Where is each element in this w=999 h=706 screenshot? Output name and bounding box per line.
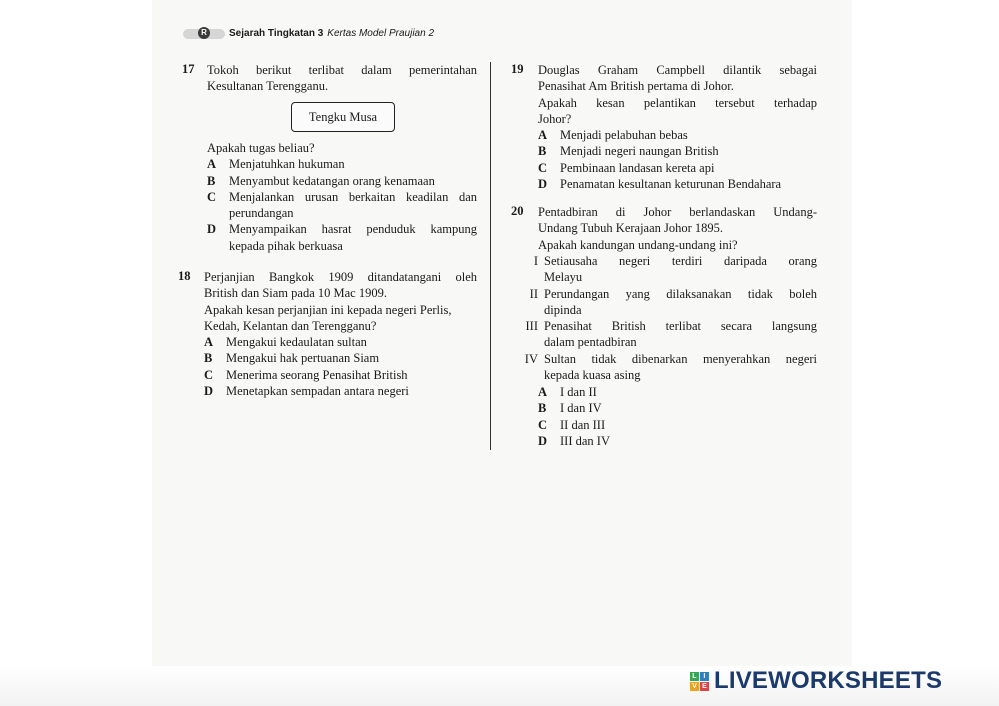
q20-stem-line: Pentadbiran di Johor berlandaskan Undang- [538, 205, 817, 219]
q19-block [538, 62, 817, 192]
q20-block [538, 204, 817, 253]
subject-title: Sejarah Tingkatan 3 [229, 28, 324, 39]
q17-option-a[interactable]: A Menjatuhkan hukuman [207, 157, 345, 172]
q18-option-a[interactable]: A Mengakui kedaulatan sultan [204, 335, 367, 350]
q17-number: 17 [182, 62, 195, 76]
q18-block [204, 269, 477, 399]
q19-stem-line: Penasihat Am British pertama di Johor. [538, 79, 734, 94]
q20-statement-iii: III Penasihat British terlibat secara langsung dalam pentadbiran [525, 319, 817, 350]
q18-number: 18 [178, 269, 191, 283]
q18-stem-line: British dan Siam pada 10 Mac 1909. [204, 286, 387, 301]
liveworksheets-logo-icon: L I V E [690, 672, 709, 691]
q17-option-c[interactable]: C Menjalankan urusan berkaitan keadilan dan perundangan [207, 189, 477, 221]
q20-statements [522, 253, 817, 383]
q20-stem-line: Apakah kandungan undang-undang ini? [538, 237, 738, 252]
q19-stem-line: Apakah kesan pelantikan tersebut terhadap [538, 95, 817, 110]
q19-option-a[interactable]: A Menjadi pelabuhan bebas [538, 128, 688, 143]
q20-answers [538, 384, 817, 449]
q20-option-a[interactable]: A I dan II [538, 385, 597, 399]
q18-option-b[interactable]: B Mengakui hak pertuanan Siam [204, 351, 380, 366]
q17-stem-line: Kesultanan Terengganu. [207, 79, 329, 94]
q17-question: Apakah tugas beliau? [207, 141, 315, 155]
column-divider [490, 62, 491, 450]
q17-stem-line: Tokoh berikut terlibat dalam pemerintahan [207, 63, 477, 77]
q20-option-d[interactable]: D III dan IV [538, 433, 610, 448]
q20-statement-iv: IV Sultan tidak dibenarkan menyerahkan negeri kepada kuasa asing [524, 351, 817, 383]
q19-stem-line: Douglas Graham Campbell dilantik sebagai [538, 63, 817, 77]
q19-option-d[interactable]: D Penamatan kesultanan keturunan Bendahara [538, 177, 782, 192]
q18-stem-line: Kedah, Kelantan dan Terengganu? [204, 318, 377, 333]
brand-text: LIVEWORKSHEETS [714, 667, 943, 694]
q20-option-c[interactable]: C II dan III [538, 417, 606, 432]
q18-stem-line: Apakah kesan perjanjian ini kepada negeri Perlis, [204, 302, 452, 317]
q18-stem-line: Perjanjian Bangkok 1909 ditandatangani oleh [204, 270, 477, 284]
q20-statement-ii: II Perundangan yang dilaksanakan tidak boleh dipinda [529, 286, 817, 317]
publisher-logo: R [183, 29, 225, 39]
q17-option-d[interactable]: D Menyampaikan hasrat penduduk kampung kepada pihak berkuasa [207, 222, 477, 253]
q17-answers [207, 140, 477, 254]
q19-number: 19 [511, 62, 524, 76]
q19-option-c[interactable]: C Pembinaan landasan kereta api [538, 160, 715, 175]
q17-block [207, 62, 477, 95]
q20-statement-i: I Setiausaha negeri terdiri daripada orang Melayu [533, 254, 817, 285]
q17-option-b[interactable]: B Menyambut kedatangan orang kenamaan [207, 173, 435, 188]
q19-option-b[interactable]: B Menjadi negeri naungan British [538, 144, 719, 159]
liveworksheets-brand [690, 667, 942, 695]
q18-option-c[interactable]: C Menerima seorang Penasihat British [204, 367, 408, 382]
q18-option-d[interactable]: D Menetapkan sempadan antara negeri [204, 384, 409, 399]
q17-figure-box: Tengku Musa [291, 102, 395, 132]
paper-title: Kertas Model Praujian 2 [327, 28, 435, 39]
q20-option-b[interactable]: B I dan IV [538, 401, 602, 416]
q20-number: 20 [511, 204, 524, 218]
q19-stem-line: Johor? [538, 111, 572, 126]
q20-stem-line: Undang Tubuh Kerajaan Johor 1895. [538, 221, 724, 236]
page-header [183, 28, 434, 39]
